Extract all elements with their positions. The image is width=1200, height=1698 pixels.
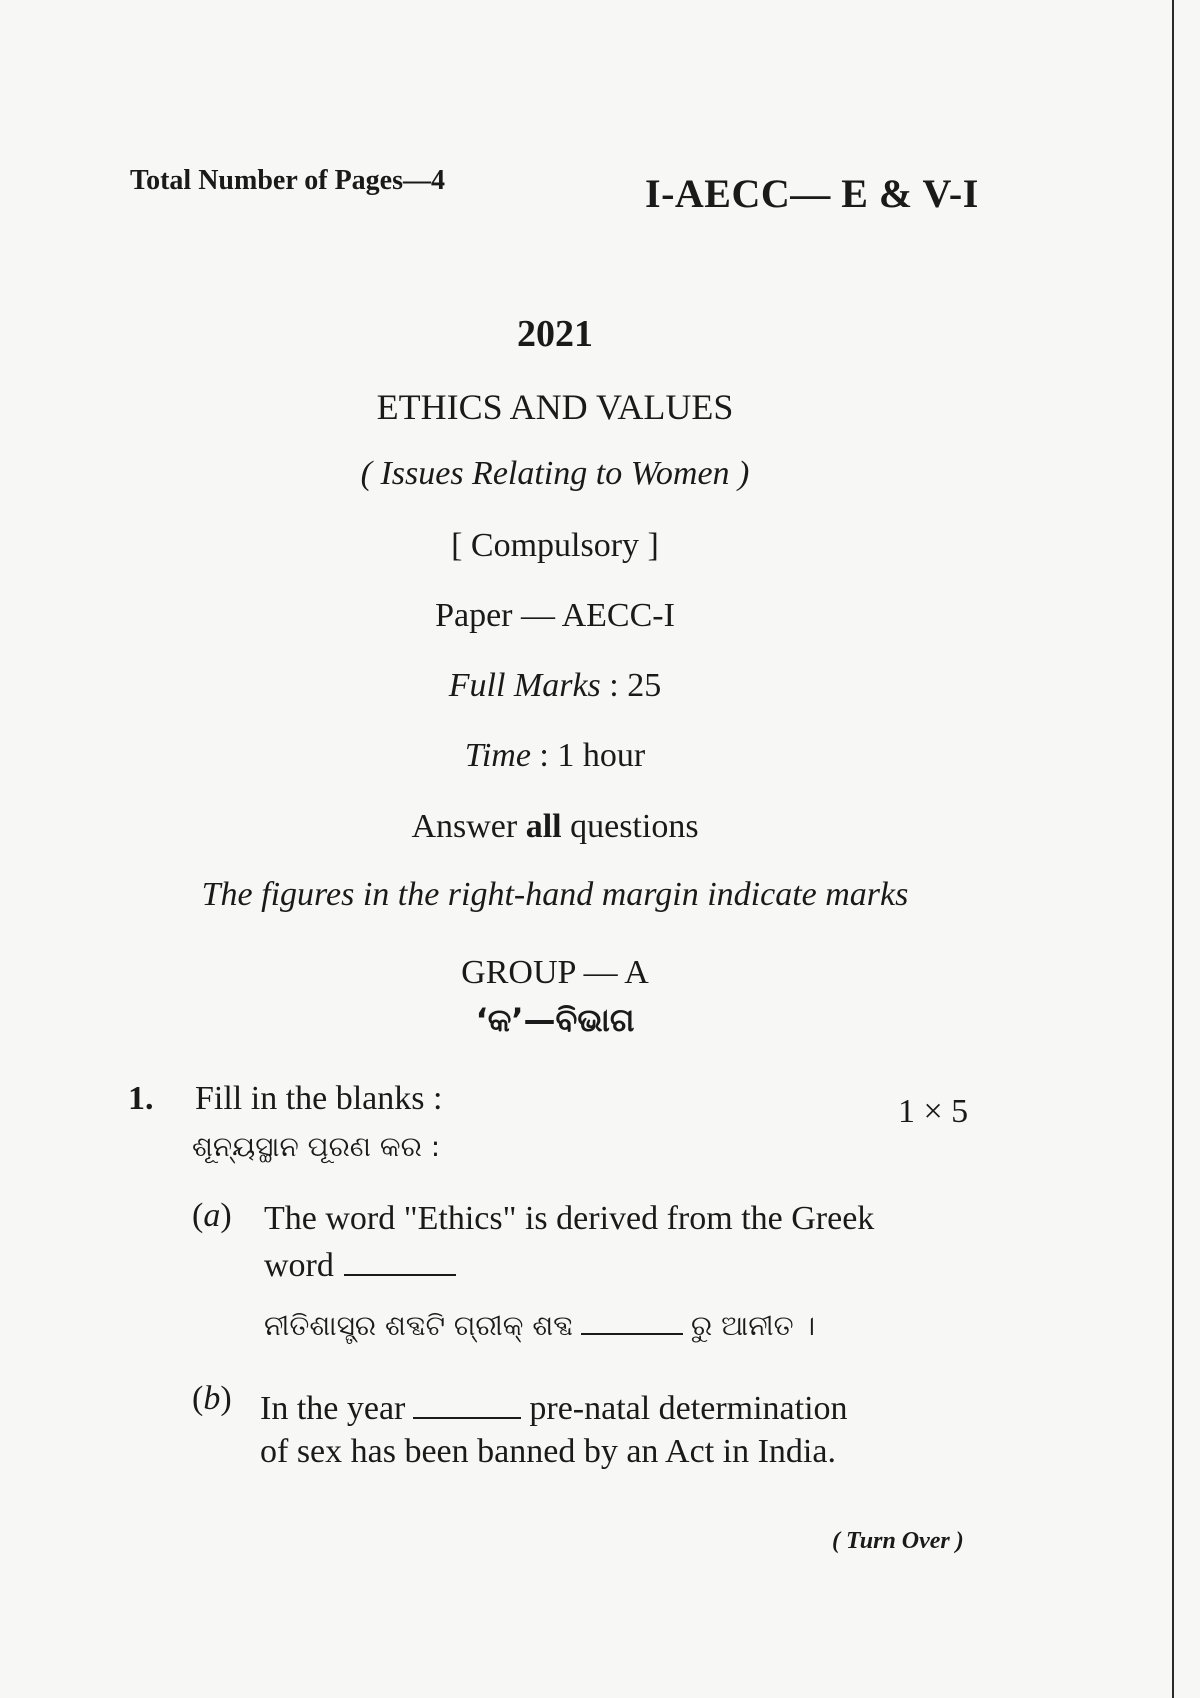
- paper-code: I-AECC— E & V-I: [645, 171, 979, 216]
- full-marks-value: : 25: [600, 667, 662, 704]
- answer-blank: [413, 1383, 521, 1419]
- group-title-odia: ‘କ’—ବିଭାଗ: [475, 1001, 635, 1039]
- full-marks: [0, 667, 1110, 705]
- paper-label: Paper — AECC-I: [435, 597, 675, 634]
- subject-subtitle: [0, 455, 1110, 493]
- instruction-bold: all: [525, 808, 562, 845]
- answer-blank: [581, 1305, 683, 1335]
- question-text-odia: ଶୂନ୍ୟସ୍ଥାନ ପୂରଣ କର :: [192, 1130, 441, 1163]
- part-b-line1-pre: In the year: [260, 1390, 406, 1427]
- part-b-letter: b: [203, 1380, 221, 1417]
- part-a-line1: The word "Ethics" is derived from the Greek: [264, 1200, 875, 1237]
- total-pages-label: Total Number of Pages—4: [130, 165, 445, 196]
- part-b-line1-post: pre-natal determination: [529, 1390, 848, 1427]
- part-a-line2: [264, 1240, 456, 1285]
- marks-note: The figures in the right-hand margin indicate marks: [201, 876, 909, 913]
- part-a-odia-pre: ନୀତିଶାସ୍ତ୍ର ଶବ୍ଦଟି ଗ୍ରୀକ୍ ଶବ୍ଦ: [264, 1309, 573, 1342]
- part-a-odia: [264, 1305, 815, 1343]
- part-b-label: (b): [192, 1380, 232, 1417]
- part-a-letter: a: [203, 1197, 221, 1234]
- question-marks: 1 × 5: [898, 1093, 969, 1130]
- part-b-line1: [260, 1383, 848, 1428]
- question-number: 1.: [128, 1080, 154, 1117]
- question-text: Fill in the blanks :: [195, 1080, 443, 1117]
- time-label: Time: [464, 737, 531, 774]
- page-edge-line: [1172, 0, 1174, 1698]
- turn-over-label: ( Turn Over ): [832, 1528, 964, 1554]
- part-a-label: (a): [192, 1197, 232, 1234]
- part-a-line2-text: word: [264, 1247, 334, 1284]
- exam-year: 2021: [517, 313, 593, 355]
- compulsory-label: [ Compulsory ]: [451, 527, 659, 564]
- instruction-post: questions: [561, 808, 699, 845]
- group-title: GROUP — A: [461, 954, 649, 991]
- part-a-odia-post: ରୁ ଆନୀତ ।: [691, 1309, 816, 1342]
- subject-title: ETHICS AND VALUES: [376, 387, 734, 427]
- exam-time: [0, 737, 1110, 775]
- instruction: [0, 808, 1110, 846]
- instruction-pre: Answer: [411, 808, 526, 845]
- full-marks-label: Full Marks: [448, 667, 601, 704]
- part-b-line2: of sex has been banned by an Act in India.: [260, 1433, 836, 1470]
- time-value: : 1 hour: [530, 737, 646, 774]
- subtitle-text: ( Issues Relating to Women ): [360, 455, 750, 492]
- answer-blank: [344, 1240, 456, 1276]
